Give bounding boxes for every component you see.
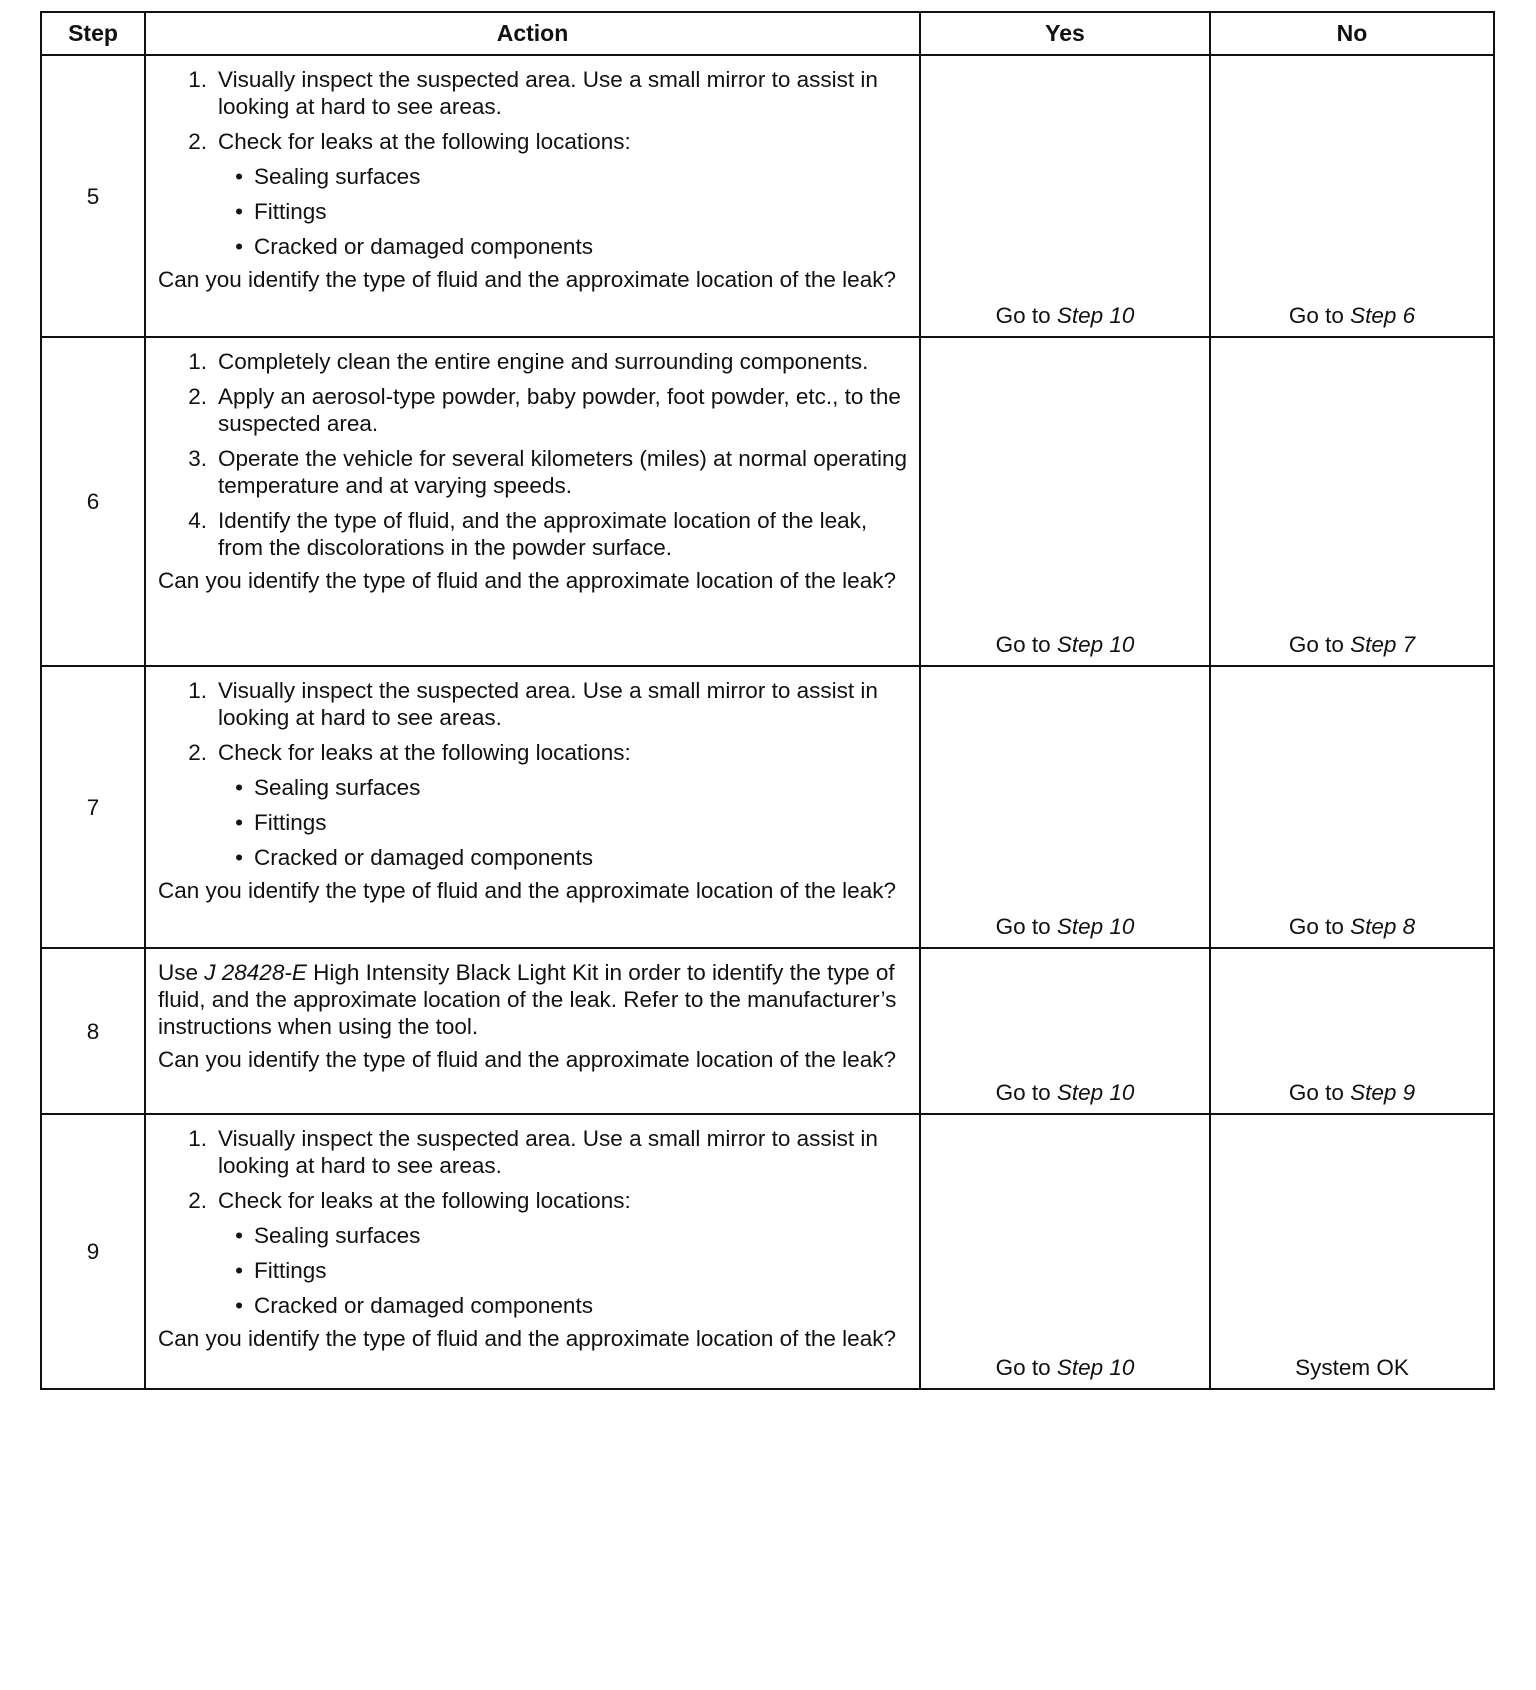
- location-bullet-text: Cracked or damaged components: [254, 234, 593, 259]
- action-step-number: 3.: [188, 446, 207, 471]
- location-bullet-list: [158, 163, 909, 260]
- header-no: No: [1210, 12, 1494, 55]
- no-prefix: System OK: [1295, 1355, 1409, 1380]
- action-cell: [145, 55, 920, 337]
- action-steps-list: [158, 1125, 909, 1319]
- action-step-number: 4.: [188, 508, 207, 533]
- yes-prefix: Go to: [995, 1355, 1057, 1380]
- no-prefix: Go to: [1288, 303, 1351, 328]
- table-header-row: [41, 12, 1494, 55]
- location-bullet-text: Sealing surfaces: [254, 775, 421, 800]
- header-step: Step: [41, 12, 145, 55]
- action-step-item: [158, 348, 909, 375]
- table-row: [41, 337, 1494, 666]
- paragraph-body-text: High Intensity Black Light Kit in order to identify the type of fluid, and the approximate location of the leak. Refer to the manufacturer’s instructions when using the tool.: [158, 960, 897, 1039]
- no-prefix: Go to: [1288, 632, 1351, 657]
- location-bullet-text: Sealing surfaces: [254, 1223, 421, 1248]
- action-step-text: Operate the vehicle for several kilometers (miles) at normal operating temperature and at varying speeds.: [218, 446, 908, 498]
- table-row: [41, 55, 1494, 337]
- tool-reference: J 28428-E: [204, 960, 307, 985]
- action-step-item: [158, 507, 909, 561]
- yes-prefix: Go to: [995, 632, 1057, 657]
- yes-step-link: Step 10: [1056, 914, 1135, 939]
- yes-step-link: Step 10: [1056, 1080, 1135, 1105]
- step-number: 5: [41, 55, 145, 337]
- location-bullet-item: [158, 1257, 909, 1284]
- bullet-icon: •: [235, 845, 243, 870]
- no-cell: [1210, 337, 1494, 666]
- location-bullet-text: Sealing surfaces: [254, 164, 421, 189]
- action-step-text: Completely clean the entire engine and surrounding components.: [218, 349, 869, 374]
- yes-cell: [920, 337, 1210, 666]
- bullet-icon: •: [235, 234, 243, 259]
- location-bullet-item: [158, 844, 909, 871]
- action-step-item: [158, 739, 909, 766]
- action-step-item: [158, 383, 909, 437]
- bullet-icon: •: [235, 164, 243, 189]
- bullet-icon: •: [235, 1223, 243, 1248]
- no-step-link: Step 9: [1350, 1080, 1416, 1105]
- decision-question: Can you identify the type of fluid and the approximate location of the leak?: [158, 878, 896, 903]
- bullet-icon: •: [235, 199, 243, 224]
- location-bullet-text: Fittings: [254, 810, 327, 835]
- location-bullet-text: Fittings: [254, 1258, 327, 1283]
- no-step-link: Step 8: [1350, 914, 1416, 939]
- yes-cell: [920, 55, 1210, 337]
- action-step-number: 1.: [188, 67, 207, 92]
- location-bullet-text: Cracked or damaged components: [254, 1293, 593, 1318]
- action-steps-list: [158, 348, 909, 561]
- action-step-number: 2.: [188, 129, 207, 154]
- yes-step-link: Step 10: [1056, 303, 1135, 328]
- action-step-number: 2.: [188, 1188, 207, 1213]
- header-action: Action: [145, 12, 920, 55]
- action-step-item: [158, 128, 909, 155]
- action-step-text: Identify the type of fluid, and the approximate location of the leak, from the discolorations in the powder surface.: [218, 508, 868, 560]
- location-bullet-list: [158, 774, 909, 871]
- yes-step-link: Step 10: [1056, 632, 1135, 657]
- table-body: [41, 55, 1494, 1389]
- action-steps-list: [158, 677, 909, 871]
- table-row: [41, 948, 1494, 1114]
- action-step-text: Visually inspect the suspected area. Use a small mirror to assist in looking at hard to see areas.: [218, 678, 878, 730]
- action-step-number: 1.: [188, 678, 207, 703]
- decision-question: Can you identify the type of fluid and the approximate location of the leak?: [158, 568, 896, 593]
- bullet-icon: •: [235, 1293, 243, 1318]
- step-number: 6: [41, 337, 145, 666]
- action-cell: [145, 666, 920, 948]
- yes-prefix: Go to: [995, 914, 1057, 939]
- bullet-icon: •: [235, 810, 243, 835]
- action-step-item: [158, 1187, 909, 1214]
- no-cell: [1210, 666, 1494, 948]
- action-step-number: 2.: [188, 384, 207, 409]
- header-yes: Yes: [920, 12, 1210, 55]
- no-cell: [1210, 55, 1494, 337]
- action-step-item: [158, 677, 909, 731]
- action-step-text: Visually inspect the suspected area. Use a small mirror to assist in looking at hard to see areas.: [218, 67, 878, 119]
- location-bullet-item: [158, 233, 909, 260]
- location-bullet-item: [158, 163, 909, 190]
- location-bullet-item: [158, 1292, 909, 1319]
- action-paragraph: [158, 959, 909, 1040]
- location-bullet-item: [158, 1222, 909, 1249]
- bullet-icon: •: [235, 775, 243, 800]
- action-step-text: Check for leaks at the following locations:: [218, 740, 631, 765]
- yes-cell: [920, 666, 1210, 948]
- no-step-link: Step 6: [1350, 303, 1416, 328]
- diagnostic-table: [40, 11, 1495, 1390]
- yes-cell: [920, 948, 1210, 1114]
- bullet-icon: •: [235, 1258, 243, 1283]
- yes-prefix: Go to: [995, 303, 1057, 328]
- no-prefix: Go to: [1288, 914, 1351, 939]
- action-cell: [145, 1114, 920, 1389]
- action-step-number: 2.: [188, 740, 207, 765]
- step-number: 8: [41, 948, 145, 1114]
- action-step-text: Visually inspect the suspected area. Use a small mirror to assist in looking at hard to see areas.: [218, 1126, 878, 1178]
- no-cell: [1210, 948, 1494, 1114]
- action-step-text: Apply an aerosol-type powder, baby powder, foot powder, etc., to the suspected area.: [218, 384, 901, 436]
- no-prefix: Go to: [1288, 1080, 1351, 1105]
- location-bullet-item: [158, 198, 909, 225]
- decision-question: Can you identify the type of fluid and the approximate location of the leak?: [158, 1326, 896, 1351]
- location-bullet-list: [158, 1222, 909, 1319]
- location-bullet-item: [158, 809, 909, 836]
- action-step-item: [158, 1125, 909, 1179]
- action-step-number: 1.: [188, 1126, 207, 1151]
- action-step-item: [158, 66, 909, 120]
- action-cell: [145, 948, 920, 1114]
- table-row: [41, 666, 1494, 948]
- action-step-text: Check for leaks at the following locations:: [218, 1188, 631, 1213]
- yes-prefix: Go to: [995, 1080, 1057, 1105]
- table-row: [41, 1114, 1494, 1389]
- decision-question: Can you identify the type of fluid and the approximate location of the leak?: [158, 267, 896, 292]
- location-bullet-item: [158, 774, 909, 801]
- yes-step-link: Step 10: [1056, 1355, 1135, 1380]
- action-step-text: Check for leaks at the following locations:: [218, 129, 631, 154]
- decision-question: Can you identify the type of fluid and the approximate location of the leak?: [158, 1047, 896, 1072]
- action-cell: [145, 337, 920, 666]
- paragraph-lead-text: Use: [158, 960, 205, 985]
- location-bullet-text: Fittings: [254, 199, 327, 224]
- no-step-link: Step 7: [1350, 632, 1416, 657]
- action-step-number: 1.: [188, 349, 207, 374]
- action-step-item: [158, 445, 909, 499]
- no-cell: [1210, 1114, 1494, 1389]
- step-number: 9: [41, 1114, 145, 1389]
- yes-cell: [920, 1114, 1210, 1389]
- location-bullet-text: Cracked or damaged components: [254, 845, 593, 870]
- action-steps-list: [158, 66, 909, 260]
- step-number: 7: [41, 666, 145, 948]
